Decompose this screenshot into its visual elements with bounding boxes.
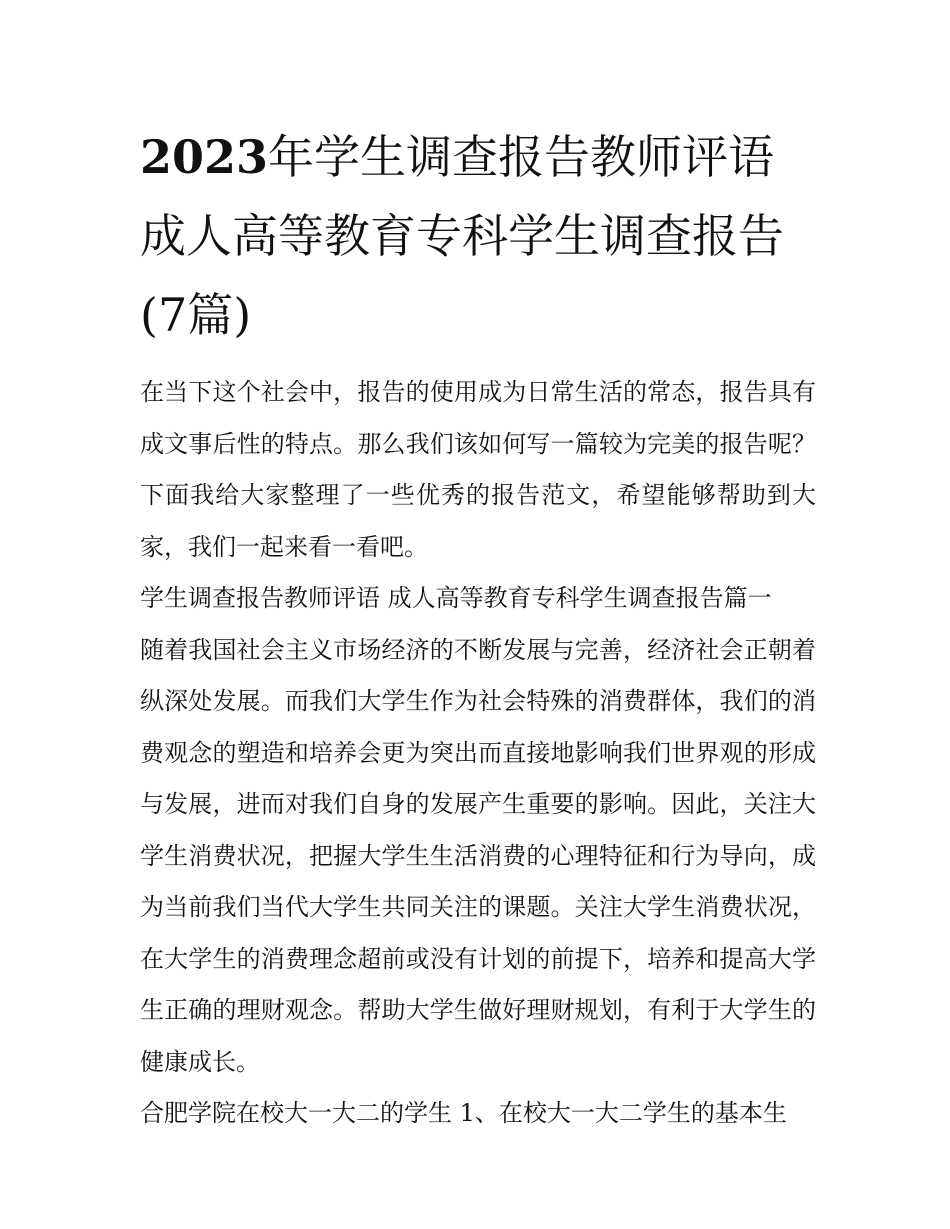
title-text: 年学生调查报告教师评语成人高等教育专科学生调查报告(7篇) <box>140 130 784 342</box>
document-page <box>140 118 816 1140</box>
section-heading: 学生调查报告教师评语 成人高等教育专科学生调查报告篇一 <box>140 584 772 612</box>
document-title <box>140 118 816 355</box>
body-paragraph-continued: 合肥学院在校大一大二的学生 1、在校大一大二学生的基本生 <box>140 1099 787 1127</box>
title-year: 2023 <box>140 130 269 184</box>
intro-paragraph: 在当下这个社会中，报告的使用成为日常生活的常态，报告具有成文事后性的特点。那么我们该如何写一篇较为完美的报告呢？下面我给大家整理了一些优秀的报告范文，希望能够帮助到大家，我们一起来看一看吧。 <box>140 378 816 561</box>
document-body <box>140 367 816 1140</box>
body-paragraph: 随着我国社会主义市场经济的不断发展与完善，经济社会正朝着纵深处发展。而我们大学生作为社会特殊的消费群体，我们的消费观念的塑造和培养会更为突出而直接地影响我们世界观的形成与发展，进而对我们自身的发展产生重要的影响。因此，关注大学生消费状况，把握大学生生活消费的心理特征和行为导向，成为当前我们当代大学生共同关注的课题。关注大学生消费状况，在大学生的消费理念超前或没有计划的前提下，培养和提高大学生正确的理财观念。帮助大学生做好理财规划，有利于大学生的健康成长。 <box>140 635 816 1076</box>
